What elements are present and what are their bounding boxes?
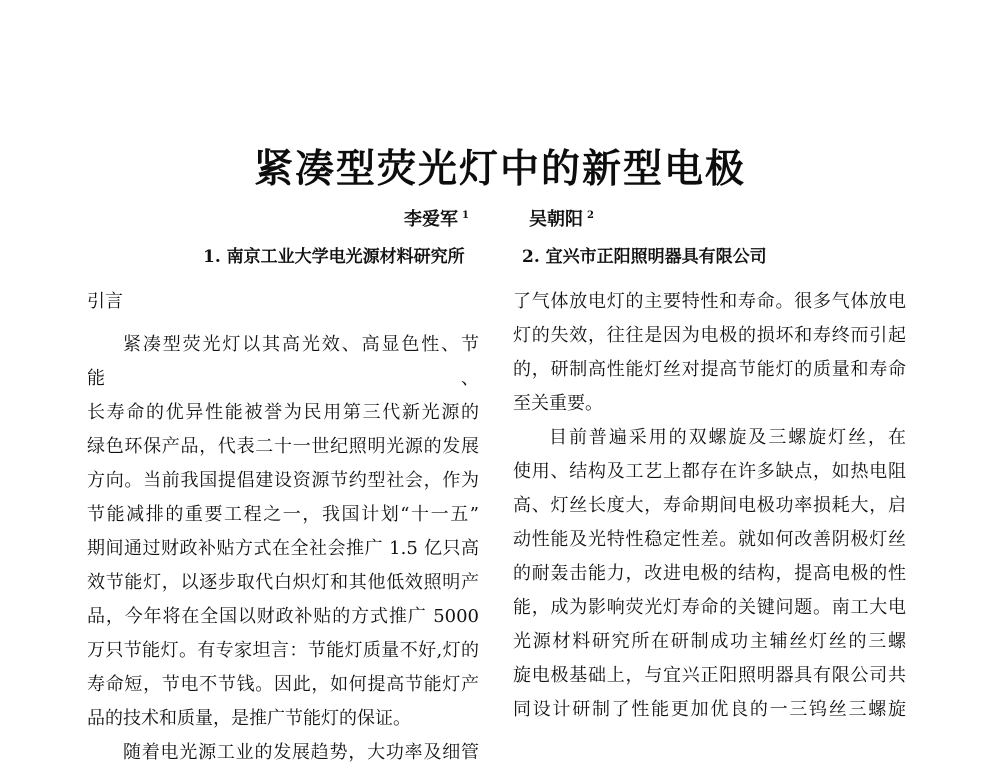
right-paragraph-1 xyxy=(513,285,906,421)
text-line: 同设计研制了性能更加优良的一三钨丝三螺旋 xyxy=(513,699,906,720)
right-paragraph-2 xyxy=(513,421,906,727)
text-line: 的耐轰击能力，改进电极的结构，提高电极的性 xyxy=(513,563,906,584)
author-2-mark: 2 xyxy=(587,210,594,221)
text-line: 寿命短，节电不节钱。因此，如何提高节能灯产 xyxy=(87,674,479,695)
paper-title: 紧凑型荧光灯中的新型电极 xyxy=(253,147,746,192)
author-1-name: 李爱军 xyxy=(404,209,458,230)
text-line: 效节能灯，以逐步取代白炽灯和其他低效照明产 xyxy=(87,572,479,593)
text-line: 万只节能灯。有专家坦言：节能灯质量不好,灯的 xyxy=(87,640,479,661)
text-line: 旋电极基础上，与宜兴正阳照明器具有限公司共 xyxy=(513,665,906,686)
text-line: 品，今年将在全国以财政补贴的方式推广 5000 xyxy=(87,606,479,627)
intro-paragraph-1 xyxy=(87,328,479,736)
text-line: 随着电光源工业的发展趋势，大功率及细管 xyxy=(123,742,479,763)
left-column xyxy=(87,285,479,770)
text-line: 动性能及光特性稳定性差。就如何改善阴极灯丝 xyxy=(513,529,906,550)
affiliation-2: 2. 宜兴市正阳照明器具有限公司 xyxy=(522,247,767,267)
text-line: 的，研制高性能灯丝对提高节能灯的质量和寿命 xyxy=(513,359,906,380)
text-line: 至关重要。 xyxy=(513,393,603,414)
text-line: 使用、结构及工艺上都存在许多缺点，如热电阻 xyxy=(513,461,906,482)
text-line: 方向。当前我国提倡建设资源节约型社会，作为 xyxy=(87,470,479,491)
text-line: 灯的失效，往往是因为电极的损坏和寿终而引起 xyxy=(513,325,906,346)
text-line: 绿色环保产品，代表二十一世纪照明光源的发展 xyxy=(87,436,479,457)
text-line: 品的技术和质量，是推广节能灯的保证。 xyxy=(87,708,411,729)
text-line: 节能减排的重要工程之一，我国计划“十一五” xyxy=(87,504,479,525)
affiliation-1: 1. 南京工业大学电光源材料研究所 xyxy=(203,247,465,267)
right-column xyxy=(513,285,906,727)
author-2 xyxy=(529,205,594,231)
author-2-name: 吴朝阳 xyxy=(529,209,583,230)
text-line: 了气体放电灯的主要特性和寿命。很多气体放电 xyxy=(513,291,906,312)
intro-paragraph-2 xyxy=(87,736,479,770)
text-line: 高、灯丝长度大，寿命期间电极功率损耗大，启 xyxy=(513,495,906,516)
author-1 xyxy=(404,205,469,231)
section-heading-introduction: 引言 xyxy=(87,291,123,312)
text-line: 光源材料研究所在研制成功主辅丝灯丝的三螺 xyxy=(513,631,906,652)
text-line: 能，成为影响荧光灯寿命的关键问题。南工大电 xyxy=(513,597,906,618)
text-line: 长寿命的优异性能被誉为民用第三代新光源的 xyxy=(87,402,479,423)
text-line: 目前普遍采用的双螺旋及三螺旋灯丝，在 xyxy=(549,427,906,448)
text-line: 紧凑型荧光灯以其高光效、高显色性、节能、 xyxy=(87,334,479,389)
text-line: 期间通过财政补贴方式在全社会推广 1.5 亿只高 xyxy=(87,538,479,559)
author-1-mark: 1 xyxy=(462,210,469,221)
